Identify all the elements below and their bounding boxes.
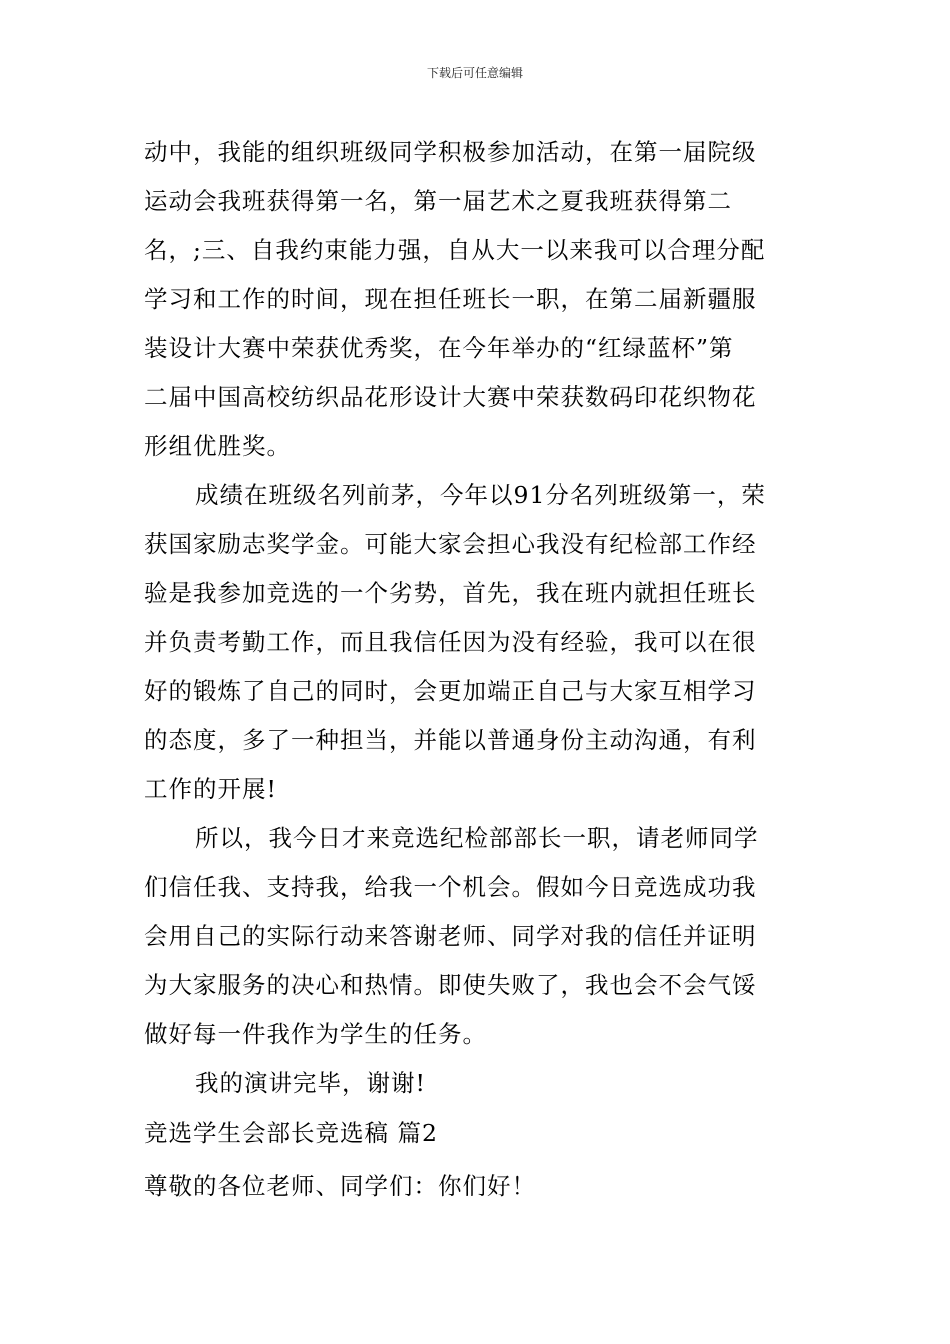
section-title: 竞选学生会部长竞选稿 篇2	[144, 1119, 438, 1147]
document-body	[144, 128, 804, 1211]
paragraph-1	[144, 128, 804, 471]
text-line: 好的锻炼了自己的同时，会更加端正自己与大家互相学习	[144, 677, 757, 705]
paragraph-4	[144, 1059, 804, 1108]
text-line: 的态度，多了一种担当，并能以普通身份主动沟通，有利	[144, 726, 757, 754]
greeting-line: 尊敬的各位老师、同学们：你们好！	[144, 1172, 536, 1200]
text-line: 验是我参加竞选的一个劣势，首先，我在班内就担任班长	[144, 579, 757, 607]
text-line: 动中，我能的组织班级同学积极参加活动，在第一届院级	[144, 138, 757, 166]
text-line: 二届中国高校纺织品花形设计大赛中荣获数码印花织物花	[144, 383, 757, 411]
text-line: 会用自己的实际行动来答谢老师、同学对我的信任并证明	[144, 922, 757, 950]
text-line: 运动会我班获得第一名，第一届艺术之夏我班获得第二	[144, 187, 732, 215]
text-line: 装设计大赛中荣获优秀奖，在今年举办的“红绿蓝杯”第	[144, 334, 734, 362]
text-line: 成绩在班级名列前茅，今年以91分名列班级第一，荣	[195, 481, 766, 509]
text-line: 为大家服务的决心和热情。即使失败了，我也会不会气馁	[144, 971, 757, 999]
text-line: 所以，我今日才来竞选纪检部部长一职，请老师同学	[195, 824, 759, 852]
text-line: 我的演讲完毕，谢谢!	[195, 1069, 426, 1097]
page-header: 下载后可任意编辑	[426, 66, 523, 80]
text-line: 名，;三、自我约束能力强，自从大一以来我可以合理分配	[144, 236, 766, 264]
paragraph-3	[144, 814, 804, 1059]
paragraph-2	[144, 471, 804, 814]
text-line: 并负责考勤工作，而且我信任因为没有经验，我可以在很	[144, 628, 757, 656]
text-line: 获国家励志奖学金。可能大家会担心我没有纪检部工作经	[144, 530, 757, 558]
text-line: 工作的开展!	[144, 775, 277, 803]
text-line: 形组优胜奖。	[144, 432, 291, 460]
text-line: 做好每一件我作为学生的任务。	[144, 1020, 487, 1048]
text-line: 学习和工作的时间，现在担任班长一职，在第二届新疆服	[144, 285, 757, 313]
text-line: 们信任我、支持我，给我一个机会。假如今日竞选成功我	[144, 873, 757, 901]
